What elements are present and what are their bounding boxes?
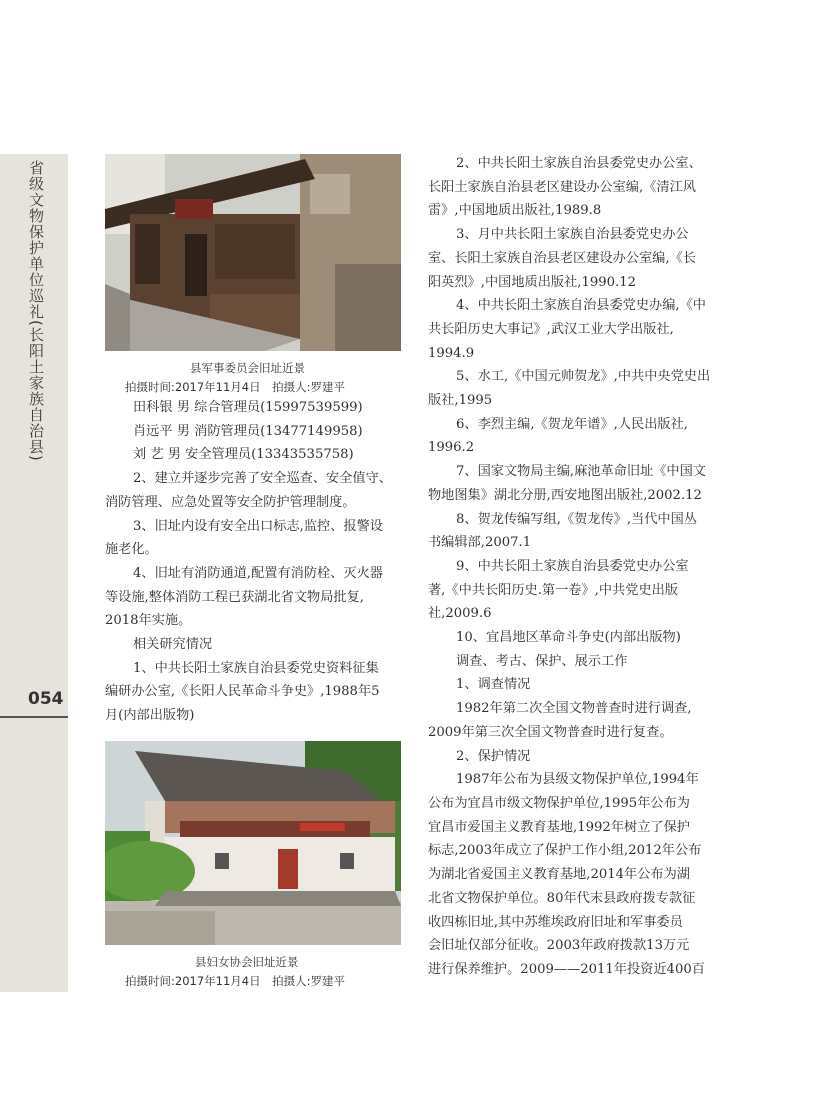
text-line: 为湖北省爱国主义教育基地,2014年公布为湖: [428, 867, 690, 883]
staff-line-1: 田科银 男 综合管理员(15997539599): [133, 400, 363, 415]
ref-line: 1996.2: [428, 440, 475, 456]
ref-line: 7、国家文物局主编,麻池革命旧址《中国文: [456, 464, 706, 480]
text-line: 进行保养维护。2009——2011年投资近400百: [428, 961, 705, 977]
right-column-text: [428, 152, 728, 982]
subheading-survey: 1、调查情况: [456, 677, 531, 693]
photo1-caption-title: 县军事委员会旧址近景: [190, 361, 305, 375]
staff-line-2: 肖远平 男 消防管理员(13477149958): [133, 423, 363, 439]
left-column-text: [105, 396, 405, 728]
text-line: 3、旧址内设有安全出口标志,监控、报警设: [133, 518, 383, 534]
ref-line: 2、中共长阳土家族自治县委党史办公室、: [456, 156, 702, 171]
section-heading-work: 调查、考古、保护、展示工作: [456, 653, 628, 669]
text-line: 4、旧址有消防通道,配置有消防栓、灭火器: [133, 565, 383, 581]
text-line: 标志,2003年成立了保护工作小组,2012年公布: [428, 843, 702, 859]
text-line: 2、建立并逐步完善了安全巡查、安全值守、: [133, 471, 392, 487]
text-line: 1987年公布为县级文物保护单位,1994年: [456, 772, 699, 788]
photo-women-association-site: [105, 741, 401, 945]
ref-line: 书编辑部,2007.1: [428, 535, 532, 551]
text-line: 1982年第二次全国文物普查时进行调查,: [456, 701, 692, 717]
text-line: 收四栋旧址,其中苏维埃政府旧址和军事委员: [428, 914, 683, 930]
page-number: 054: [28, 689, 64, 709]
text-line: 公布为宜昌市级文物保护单位,1995年公布为: [428, 795, 690, 811]
ref-line: 长阳土家族自治县老区建设办公室编,《清江风: [428, 179, 696, 195]
text-line: 1、中共长阳土家族自治县委党史资料征集: [133, 660, 379, 676]
text-line: 宜昌市爱国主义教育基地,1992年树立了保护: [428, 819, 690, 835]
text-line: 月(内部出版物): [105, 708, 195, 724]
text-line: 2018年实施。: [105, 613, 192, 629]
ref-line: 版社,1995: [428, 393, 493, 409]
ref-line: 著,《中共长阳历史.第一卷》,中共党史出版: [428, 582, 678, 598]
ref-line: 6、李烈主编,《贺龙年谱》,人民出版社,: [456, 416, 688, 432]
ref-line: 4、中共长阳土家族自治县委党史办编,《中: [456, 298, 706, 314]
text-line: 编研办公室,《长阳人民革命斗争史》,1988年5: [105, 684, 380, 700]
text-line: 消防管理、应急处置等安全防护管理制度。: [105, 494, 356, 510]
photo-military-committee-site: [105, 154, 401, 351]
photo2-caption-meta: 拍摄时间:2017年11月4日 拍摄人:罗建平: [125, 974, 345, 988]
ref-line: 1994.9: [428, 345, 475, 361]
ref-line: 阳英烈》,中国地质出版社,1990.12: [428, 274, 636, 290]
text-line: 会旧址仅部分征收。2003年政府拨款13万元: [428, 938, 690, 954]
text-line: 等设施,整体消防工程已获湖北省文物局批复,: [105, 589, 364, 605]
ref-line: 5、水工,《中国元帅贺龙》,中共中央党史出: [456, 369, 711, 385]
photo1-caption-meta: 拍摄时间:2017年11月4日 拍摄人:罗建平: [125, 380, 345, 394]
ref-line: 社,2009.6: [428, 606, 492, 622]
ref-line: 8、贺龙传编写组,《贺龙传》,当代中国丛: [456, 511, 697, 527]
ref-line: 3、月中共长阳土家族自治县委党史办公: [456, 227, 689, 243]
ref-line: 共长阳历史大事记》,武汉工业大学出版社,: [428, 321, 674, 337]
ref-line: 9、中共长阳土家族自治县委党史办公室: [456, 558, 689, 574]
text-line: 施老化。: [105, 542, 158, 558]
section-heading-research: 相关研究情况: [133, 637, 213, 653]
ref-line: 物地图集》湖北分册,西安地图出版社,2002.12: [428, 487, 702, 503]
text-line: 2009年第三次全国文物普查时进行复查。: [428, 724, 673, 740]
ref-line: 室、长阳土家族自治县老区建设办公室编,《长: [428, 250, 696, 266]
text-line: 北省文物保护单位。80年代末县政府拨专款征: [428, 890, 696, 906]
ref-line: 10、宜昌地区革命斗争史(内部出版物): [456, 630, 681, 646]
ref-line: 雷》,中国地质出版社,1989.8: [428, 203, 602, 219]
sidebar-title: 省级文物保护单位巡礼(长阳土家族自治县): [27, 160, 45, 462]
page-number-rule: [0, 716, 68, 718]
subheading-protection: 2、保护情况: [456, 748, 531, 764]
staff-line-3: 刘 艺 男 安全管理员(13343535758): [133, 447, 354, 463]
photo2-caption-title: 县妇女协会旧址近景: [195, 955, 299, 969]
